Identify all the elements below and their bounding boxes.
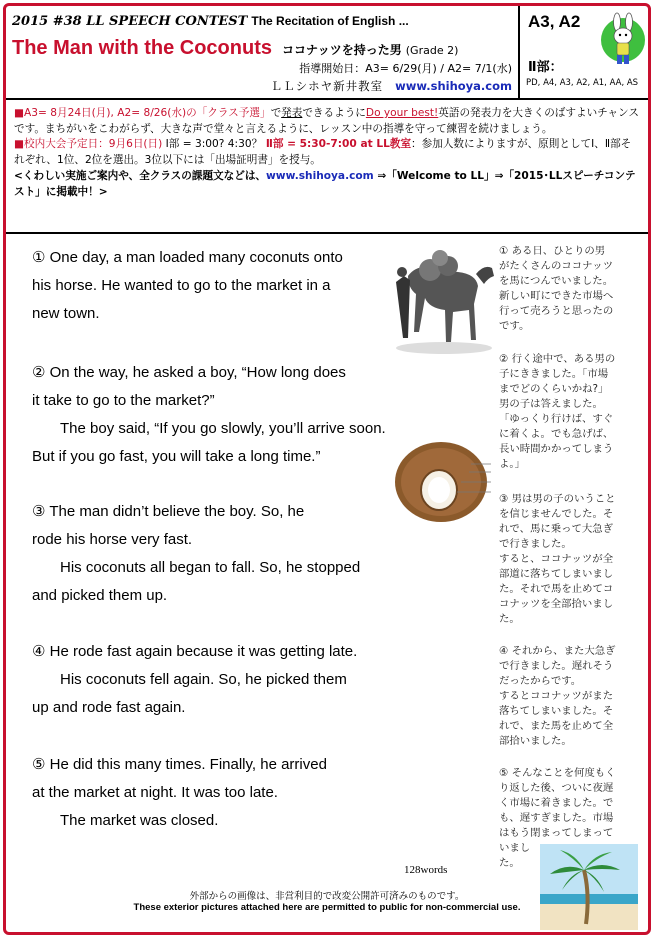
header-left (6, 6, 518, 98)
story-paragraph-1 (32, 244, 472, 328)
story-line: at the market at night. It was too late. (32, 784, 278, 801)
notice-contest-date: ■校内大会予定日：9月6日(日) (14, 138, 163, 150)
footer-note-english: These exterior pictures attached here are permitted to public for non-commercial use. (133, 902, 521, 913)
contest-name (12, 14, 409, 29)
notice-do-your-best: Do your best! (365, 107, 439, 119)
start-schedule: 指導開始日：A3= 6/29(月) / A2= 7/1(水) (299, 62, 512, 75)
notice-info-text: <くわしい実施ご案内や、全クラスの課題文などは、 (14, 170, 267, 182)
story-paragraph-5 (32, 751, 472, 835)
japanese-line: を馬につんでいました。 (499, 275, 614, 287)
notice-text: 発表 (281, 107, 303, 119)
story-line: up and rode fast again. (32, 699, 186, 716)
story-paragraph-3 (32, 498, 472, 610)
japanese-line: で行きました。 (499, 538, 572, 550)
japanese-line: 長い時間かかってしまう (499, 443, 614, 455)
japanese-line: で行きました。遅れそう (499, 660, 614, 672)
header (6, 6, 648, 98)
info-url-link[interactable]: www.shihoya.com (266, 170, 374, 182)
story-line: The market was closed. (60, 812, 219, 829)
notice-info-text: ⇒「Welcome to LL」⇒「2015･LLスピーチコンテスト」に掲載中！> (14, 170, 636, 198)
notice-class-prelim: 「クラス予選」 (196, 107, 271, 119)
japanese-line: コナッツを全部拾いまし (499, 598, 614, 610)
japanese-line: れで、また馬を止めて全 (499, 720, 614, 732)
japanese-line: ③ 男は男の子のいうこと (499, 493, 616, 505)
japanese-paragraph-4 (499, 644, 643, 749)
story-line: ③ The man didn’t believe the boy. So, he (32, 503, 305, 520)
japanese-line: り返した後、ついに夜遅 (499, 782, 614, 794)
footer-note-japanese: 外部からの画像は、非営利目的で改変公開許可済みのものです。 (189, 891, 465, 902)
japanese-line: するとココナッツがまた (499, 690, 614, 702)
story-line: and picked them up. (32, 587, 168, 604)
story-line: his horse. He wanted to go to the market in a (32, 277, 331, 294)
school-url-link[interactable]: www.shihoya.com (395, 79, 512, 93)
japanese-line: た。 (499, 613, 520, 625)
japanese-line: はもう閉まってしまって (499, 827, 614, 839)
japanese-line: ⑤ そんなことを何度もく (499, 767, 616, 779)
japanese-line: も、遅すぎました。市場 (499, 812, 614, 824)
notice-text: で (270, 107, 282, 119)
japanese-line: た。 (499, 857, 520, 869)
level-label: A3, A2 (528, 12, 581, 31)
story-line: it take to go to the market?” (32, 392, 215, 409)
story-title (12, 37, 458, 60)
japanese-line: 男の子は答えました。 (499, 398, 603, 410)
japanese-line: だったからです。 (499, 675, 582, 687)
japanese-line: よ。」 (499, 458, 525, 470)
notice-text: ：参加人数によりますが、原則としてⅠ、Ⅱ部それぞれ、1位、2位を選出。3位以下には「出場証明書」を授与。 (14, 138, 632, 166)
story-line: ④ He rode fast again because it was getting late. (32, 643, 358, 660)
japanese-line: までどのくらいかね?」 (499, 383, 609, 395)
japanese-line: た。それで馬を止めてコ (499, 583, 614, 595)
handout-page (3, 3, 651, 935)
japanese-line: ④ それから、また大急ぎ (499, 645, 616, 657)
title-english: The Man with the Coconuts (12, 37, 272, 59)
story-line: The boy said, “If you go slowly, you’ll arrive soon. (60, 420, 386, 437)
notice-box (6, 98, 648, 234)
notice-paragraph-1 (14, 106, 640, 137)
japanese-line: く市場に着きました。で (499, 797, 614, 809)
japanese-line: ① ある日、ひとりの男 (499, 245, 606, 257)
levels-list: PD, A4, A3, A2, A1, AA, AS (526, 78, 639, 88)
japanese-line: 新しい町にできた市場へ (499, 290, 614, 302)
notice-info-line (14, 169, 640, 200)
title-japanese: ココナッツを持った男 (282, 43, 402, 57)
word-count: 128words (404, 864, 448, 876)
story-line: His coconuts all began to fall. So, he stopped (60, 559, 361, 576)
notice-text: できるように (302, 107, 366, 119)
notice-dates: ■A3= 8月24日(月), A2= 8/26(水)の (14, 107, 197, 119)
japanese-line: に着くよ。でも急げば、 (499, 428, 614, 440)
story-line: rode his horse very fast. (32, 531, 193, 548)
japanese-line: すると、ココナッツが全 (499, 553, 614, 565)
grade-label: (Grade 2) (405, 44, 459, 57)
notice-paragraph-2 (14, 137, 640, 168)
story-line: His coconuts fell again. So, he picked them (60, 671, 347, 688)
japanese-line: ② 行く途中で、ある男の (499, 353, 616, 365)
header-right (518, 6, 648, 98)
japanese-paragraph-2 (499, 352, 643, 472)
story-line: But if you go fast, you will take a long time.” (32, 448, 321, 465)
school-name: ＬＬシホヤ新井教室 (270, 79, 384, 93)
japanese-line: です。 (499, 320, 530, 332)
notice-part1-time: Ⅰ部 = 3:00? 4:30？ (162, 138, 263, 150)
japanese-line: 子にききました。「市場 (499, 368, 609, 380)
story-paragraph-4 (32, 638, 472, 722)
japanese-line: を信じませんでした。そ (499, 508, 614, 520)
japanese-line: 部拾いました。 (499, 735, 572, 747)
rabbit-mascot-icon (600, 12, 646, 70)
japanese-paragraph-3 (499, 492, 643, 627)
japanese-line: れで、馬に乗って大急ぎ (499, 523, 614, 535)
part-label: Ⅱ部： (528, 60, 563, 75)
japanese-line: 落ちてしまいました。そ (499, 705, 614, 717)
story-line: ② On the way, he asked a boy, “How long does (32, 364, 346, 381)
japanese-line: 「ゆっくり行けば、すぐ (499, 413, 614, 425)
contest-subtitle: The Recitation of English ... (251, 14, 409, 28)
school-line (271, 78, 512, 94)
story-line: ① One day, a man loaded many coconuts onto (32, 249, 343, 266)
story-line: new town. (32, 305, 100, 322)
japanese-paragraph-5 (499, 766, 643, 871)
japanese-line: 部道に落ちてしまいまし (499, 568, 614, 580)
notice-part2-time: Ⅱ部 = 5:30-7:00 at LL教室 (262, 138, 412, 150)
story-paragraph-2 (32, 359, 472, 471)
notice-text: 英語の発表力を大きくのばすよいチャンスです。まちがいをこわがらず、大きな声で堂々と言えるように、レッスン中の指導を守って練習を続けましょう。 (14, 107, 639, 135)
contest-title: 2015 #38 LL SPEECH CONTEST (12, 14, 248, 29)
japanese-line: 行って売ろうと思ったの (499, 305, 614, 317)
story-line: ⑤ He did this many times. Finally, he arrived (32, 756, 327, 773)
japanese-line: がたくさんのココナッツ (499, 260, 614, 272)
japanese-line: いまし (499, 842, 531, 854)
japanese-paragraph-1 (499, 244, 643, 334)
